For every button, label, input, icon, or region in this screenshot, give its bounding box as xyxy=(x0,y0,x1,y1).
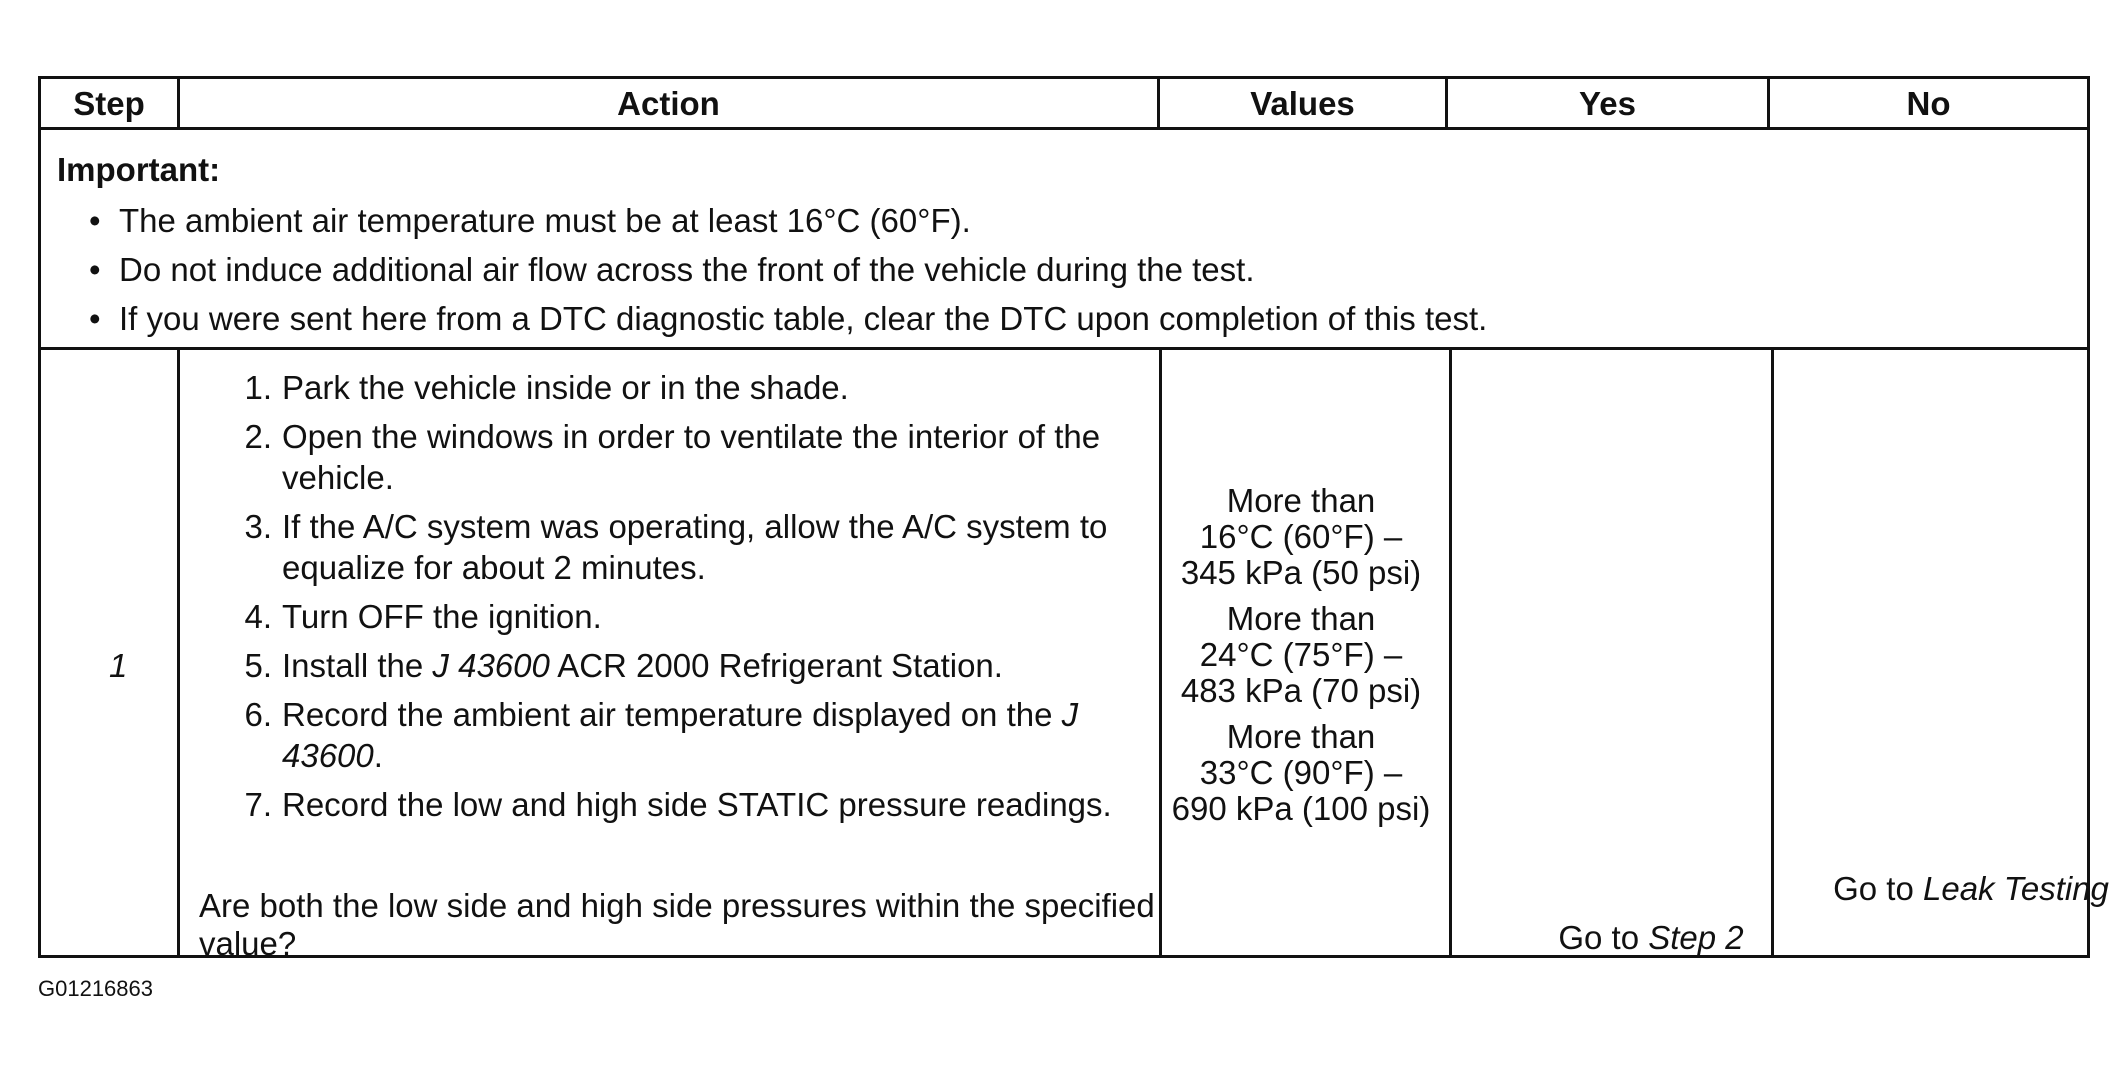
header-step: Step xyxy=(73,85,145,122)
value-group: More than 33°C (90°F) – 690 kPa (100 psi) xyxy=(1171,718,1431,827)
header-no: No xyxy=(1906,85,1951,122)
value-group: More than 24°C (75°F) – 483 kPa (70 psi) xyxy=(1180,600,1422,709)
step-question: Are both the low side and high side pressures within the specified value? xyxy=(199,887,1155,962)
figure-id: G01216863 xyxy=(38,976,153,1001)
action-list xyxy=(221,367,1171,833)
important-list xyxy=(89,196,1487,343)
row-col-divider xyxy=(1449,349,1452,955)
important-bullet: • Do not induce additional air flow across the front of the vehicle during the test. xyxy=(89,251,1255,288)
action-item: 5. Install the J 43600 ACR 2000 Refrigerant Station. xyxy=(244,647,1003,684)
important-bullet: • If you were sent here from a DTC diagnostic table, clear the DTC upon completion of this test. xyxy=(89,300,1488,337)
header-values: Values xyxy=(1250,85,1355,122)
values-cell xyxy=(1157,483,1445,837)
header-yes: Yes xyxy=(1579,85,1636,122)
action-item: 6. Record the ambient air temperature displayed on the J 43600. xyxy=(244,696,1079,774)
action-item: 2. Open the windows in order to ventilate the interior of the vehicle. xyxy=(244,418,1101,496)
diagnostic-table xyxy=(38,76,2109,962)
row-col-divider xyxy=(177,349,180,955)
tool-reference: J 43600 xyxy=(282,696,1079,774)
yes-link[interactable]: Go to Step 2 xyxy=(1558,919,1744,956)
action-item: 3. If the A/C system was operating, allow the A/C system to equalize for about 2 minutes. xyxy=(244,508,1108,586)
important-divider xyxy=(41,347,2087,350)
step-number: 1 xyxy=(109,647,128,684)
value-group: More than 16°C (60°F) – 345 kPa (50 psi) xyxy=(1180,482,1422,591)
action-item: 1. Park the vehicle inside or in the shade. xyxy=(244,369,849,406)
no-link[interactable]: Go to Leak Testing xyxy=(1833,870,2109,907)
tool-reference: J 43600 xyxy=(432,647,550,684)
important-bullet: • The ambient air temperature must be at least 16°C (60°F). xyxy=(89,202,971,239)
action-item: 4. Turn OFF the ignition. xyxy=(244,598,602,635)
header-action: Action xyxy=(617,85,720,122)
action-item: 7. Record the low and high side STATIC pressure readings. xyxy=(244,786,1112,823)
row-col-divider xyxy=(1771,349,1774,955)
important-title: Important: xyxy=(57,151,221,188)
